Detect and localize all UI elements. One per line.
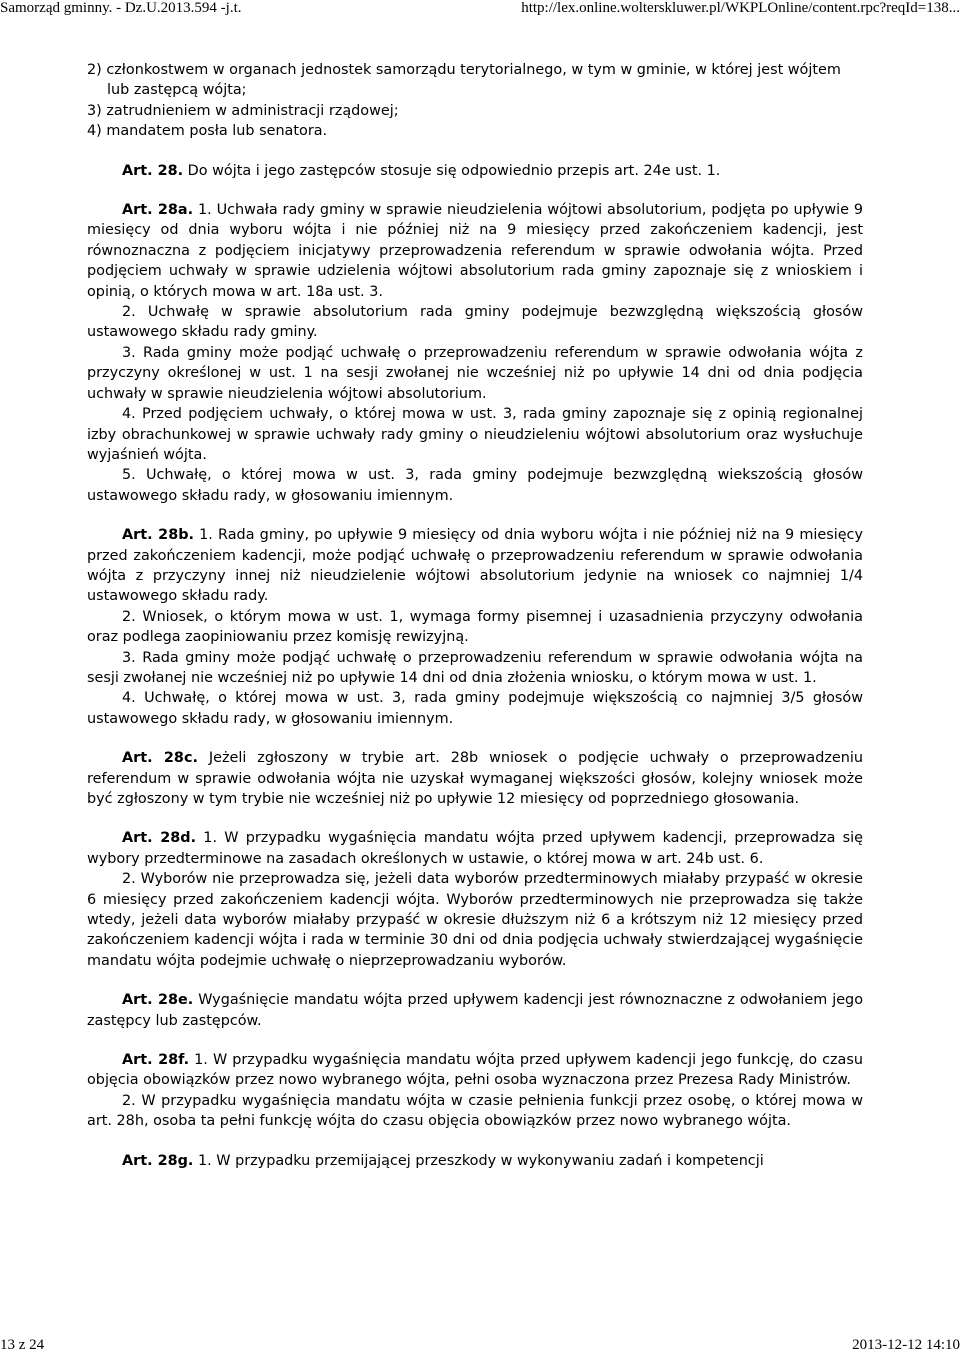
article-28f-label: Art. 28f. (122, 1052, 190, 1069)
article-28d-p2: 2. Wyborów nie przeprowadza się, jeżeli data wyborów przedterminowych miałaby przypaść w okresie 6 miesięcy przed zakończeniem kadencji wójta. Wyborów przedterminowych nie przeprowadza się także wtedy, jeżeli data wyborów miałaby przypaść w okresie dłuższym niż 6 a krótszym niż 12 miesięcy przed zakończeniem kadencji wójta i rada w terminie 30 dni od dnia podjęcia uchwały stwierdzającej wygaśnięcie mandatu wójta podejmie uchwałę o nieprzeprowadzaniu wyborów. (87, 871, 863, 969)
article-28f-p2: 2. W przypadku wygaśnięcia mandatu wójta w czasie pełnienia funkcji przez osobę, o której mowa w art. 28h, osoba ta pełni funkcję wójta do czasu objęcia obowiązków przez nowo wybranego wójta. (87, 1092, 863, 1130)
article-28a-p3: 3. Rada gminy może podjąć uchwałę o przeprowadzeniu referendum w sprawie odwołania wójta z przyczyny określonej w ust. 1 na sesji zwołanej nie wcześniej niż po upływie 14 dni od dnia podjęcia uchwały w sprawie nieudzielenia wójtowi absolutorium. (87, 344, 863, 402)
article-28d-p1-text: 1. W przypadku wygaśnięcia mandatu wójta przed upływem kadencji, przeprowadza się wybory przedterminowe na zasadach określonych w ustawie, o której mowa w art. 24b ust. 6. (87, 830, 863, 867)
article-28a-p5: 5. Uchwałę, o której mowa w ust. 3, rada gminy podejmuje bezwzględną wiekszością głosów ustawowego składu rady, w głosowaniu imiennym. (87, 467, 863, 504)
article-28g-p1-text: 1. W przypadku przemijającej przeszkody w wykonywaniu zadań i kompetencji (193, 1152, 764, 1169)
article-28d-label: Art. 28d. (122, 830, 197, 847)
list-item-3: 3) zatrudnieniem w administracji rządowej; (87, 102, 399, 119)
page-header (0, 0, 960, 20)
article-28a-label: Art. 28a. (122, 202, 194, 219)
article-28 (87, 161, 863, 181)
footer-page-number: 13 z 24 (0, 1337, 45, 1353)
article-28a-p4: 4. Przed podjęciem uchwały, o której mowa w ust. 3, rada gminy zapoznaje się z opinią regionalnej izby obrachunkowej w sprawie uchwały rady gminy o nieudzieleniu wójtowi absolutorium oraz wysłuchuje wyjaśnień wójta. (87, 406, 863, 463)
article-28b-p1-text: 1. Rada gminy, po upływie 9 miesięcy od dnia wyboru wójta i nie później niż na 9 miesięcy przed zakończeniem kadencji, może podjąć uchwałę o przeprowadzeniu referendum w sprawie odwołania wójta z przyczyny innej niż nieudzielenie wójtowi absolutorium jedynie na wniosek co najmniej 1/4 ustawowego składu rady. (87, 527, 863, 605)
article-28e (87, 990, 863, 1031)
document-body (87, 60, 863, 1171)
article-28a-p1 (87, 200, 863, 302)
article-28g-label: Art. 28g. (122, 1152, 194, 1169)
page-footer (0, 1337, 960, 1357)
article-28-text: Do wójta i jego zastępców stosuje się odpowiednio przepis art. 24e ust. 1. (183, 162, 721, 179)
article-28f-p1-text: 1. W przypadku wygaśnięcia mandatu wójta przed upływem kadencji jego funkcję, do czasu objęcia obowiązków przez nowo wybranego wójta, pełni osoba wyznaczona przez Prezesa Rady Ministrów. (87, 1052, 863, 1089)
article-28b-p1 (87, 525, 863, 607)
article-28g-p1 (87, 1151, 863, 1171)
article-28-label: Art. 28. (122, 162, 184, 179)
article-28b-p2: 2. Wniosek, o którym mowa w ust. 1, wymaga formy pisemnej i uzasadnienia przyczyny odwołania oraz podlega zaopiniowaniu przez komisję rewizyjną. (87, 608, 863, 646)
article-28c-text: Jeżeli zgłoszony w trybie art. 28b wniosek o podjęcie uchwały o przeprowadzeniu referendum w sprawie odwołania wójta nie uzyskał wymaganej większości głosów, kolejny wniosek może być zgłoszony w tym trybie nie wcześniej niż po upływie 12 miesięcy od poprzedniego głosowania. (87, 750, 863, 807)
article-28c (87, 748, 863, 809)
article-28d-p1 (87, 828, 863, 869)
article-28f-p1 (87, 1050, 863, 1091)
article-28c-label: Art. 28c. (122, 750, 198, 767)
header-document-title: Samorząd gminny. - Dz.U.2013.594 -j.t. (0, 0, 242, 16)
list-item-2: 2) członkostwem w organach jednostek samorządu terytorialnego, w tym w gminie, w której jest wójtem lub zastępcą wójta; (87, 62, 841, 99)
article-28b-label: Art. 28b. (122, 527, 194, 544)
list-item-4: 4) mandatem posła lub senatora. (87, 123, 328, 140)
article-28b-p3: 3. Rada gminy może podjąć uchwałę o przeprowadzeniu referendum w sprawie odwołania wójta na sesji zwołanej nie wcześniej niż po upływie 14 dni od dnia złożenia wniosku, o którym mowa w ust. 1. (87, 649, 863, 686)
article-28e-label: Art. 28e. (122, 992, 194, 1009)
article-28b-p4: 4. Uchwałę, o której mowa w ust. 3, rada gminy podejmuje większością co najmniej 3/5 głosów ustawowego składu rady, w głosowaniu imiennym. (87, 690, 863, 727)
article-28e-text: Wygaśnięcie mandatu wójta przed upływem kadencji jest równoznaczne z odwołaniem jego zastępcy lub zastępców. (87, 992, 863, 1029)
header-url: http://lex.online.wolterskluwer.pl/WKPLOnline/content.rpc?reqId=138... (521, 0, 960, 16)
footer-timestamp: 2013-12-12 14:10 (852, 1337, 960, 1353)
article-28a-p1-text: 1. Uchwała rady gminy w sprawie nieudzielenia wójtowi absolutorium, podjęta po upływie 9 miesięcy od dnia wyboru wójta i nie później niż na 9 miesięcy przed zakończeniem kadencji, jest równoznaczna z podjęciem inicjatywy przeprowadzenia referendum w sprawie odwołania wójta. Przed podjęciem uchwały w sprawie udzielenia wójtowi absolutorium rada gminy zapoznaje się z wnioskiem i opinią, o których mowa w art. 18a ust. 3. (87, 202, 863, 300)
article-28a-p2: 2. Uchwałę w sprawie absolutorium rada gminy podejmuje bezwzględną większością głosów ustawowego składu rady gminy. (87, 304, 863, 341)
